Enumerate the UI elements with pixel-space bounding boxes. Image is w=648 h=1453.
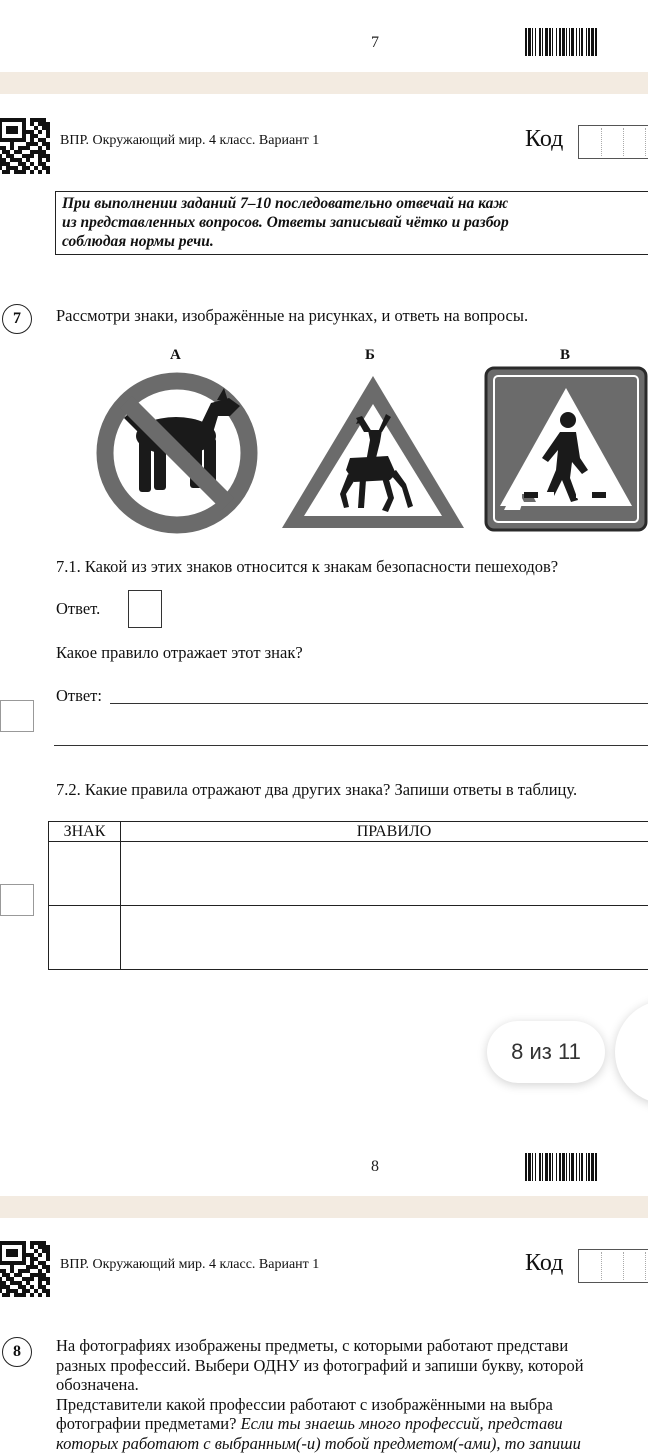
table-cell[interactable] (49, 842, 121, 906)
table-cell[interactable] (49, 906, 121, 970)
instruction-line: из представленных вопросов. Ответы записывай чётко и разбор (62, 213, 648, 232)
text-line: На фотографиях изображены предметы, с которыми работают представи (56, 1336, 648, 1356)
answer-table (48, 821, 648, 970)
qr-code-icon (0, 118, 50, 174)
task-number-badge: 7 (2, 304, 32, 334)
table-row (49, 906, 648, 970)
floating-action-button[interactable] (615, 1000, 648, 1104)
page-indicator[interactable]: 8 из 11 (487, 1021, 605, 1083)
page-separator (0, 72, 648, 94)
question-7-2: 7.2. Какие правила отражают два других знака? Запиши ответы в таблицу. (56, 780, 577, 800)
text-line: обозначена. (56, 1375, 648, 1395)
sign-label-a: А (170, 347, 181, 364)
table-header: ЗНАК (49, 822, 121, 842)
header-title: ВПР. Окружающий мир. 4 класс. Вариант 1 (60, 133, 319, 149)
text-line (56, 1414, 648, 1434)
instruction-line: соблюдая нормы речи. (62, 232, 648, 251)
answer-label: Ответ. (56, 599, 100, 619)
pedestrian-crossing-sign-icon (484, 366, 648, 537)
no-dogs-sign-icon (94, 370, 260, 541)
score-box (0, 700, 34, 732)
question-7-1: 7.1. Какой из этих знаков относится к знакам безопасности пешеходов? (56, 557, 558, 577)
score-box (0, 884, 34, 916)
text-span: фотографии предметами? (56, 1414, 241, 1433)
wild-animals-warning-sign-icon (278, 370, 468, 537)
kod-label: Код (525, 1250, 563, 1277)
task-number-badge: 8 (2, 1337, 32, 1367)
kod-label: Код (525, 126, 563, 153)
text-line: разных профессий. Выбери ОДНУ из фотографий и запиши букву, которой (56, 1356, 648, 1376)
sign-label-b: Б (365, 347, 375, 364)
barcode (525, 28, 648, 56)
table-cell[interactable] (121, 906, 648, 970)
kod-input[interactable] (578, 125, 648, 159)
table-header: ПРАВИЛО (121, 822, 648, 842)
barcode (525, 1153, 648, 1181)
kod-input[interactable] (578, 1249, 648, 1283)
table-row (49, 842, 648, 906)
instruction-line: При выполнении заданий 7–10 последовательно отвечай на каж (62, 194, 648, 213)
question-7-1-rule: Какое правило отражает этот знак? (56, 643, 303, 663)
task-8-text (56, 1336, 648, 1453)
answer-line[interactable] (54, 745, 648, 746)
answer-letter-box[interactable] (128, 590, 162, 628)
task-prompt: Рассмотри знаки, изображённые на рисунках, и ответь на вопросы. (56, 306, 528, 326)
text-line: Представители какой профессии работают с изображёнными на выбра (56, 1395, 648, 1415)
answer-line[interactable] (110, 703, 648, 704)
table-cell[interactable] (121, 842, 648, 906)
answer-label-2: Ответ: (56, 686, 102, 706)
instruction-box (55, 191, 648, 255)
sign-label-v: В (560, 347, 570, 364)
header-title: ВПР. Окружающий мир. 4 класс. Вариант 1 (60, 1257, 319, 1273)
table-header-row (49, 822, 648, 842)
page-separator (0, 1196, 648, 1218)
page-number: 7 (371, 34, 379, 52)
text-line: которых работают с выбранным(-и) тобой предметом(-ами), то запиши (56, 1434, 648, 1453)
text-span-italic: Если ты знаешь много профессий, представи (241, 1414, 563, 1433)
page-number: 8 (371, 1158, 379, 1176)
qr-code-icon (0, 1241, 50, 1297)
